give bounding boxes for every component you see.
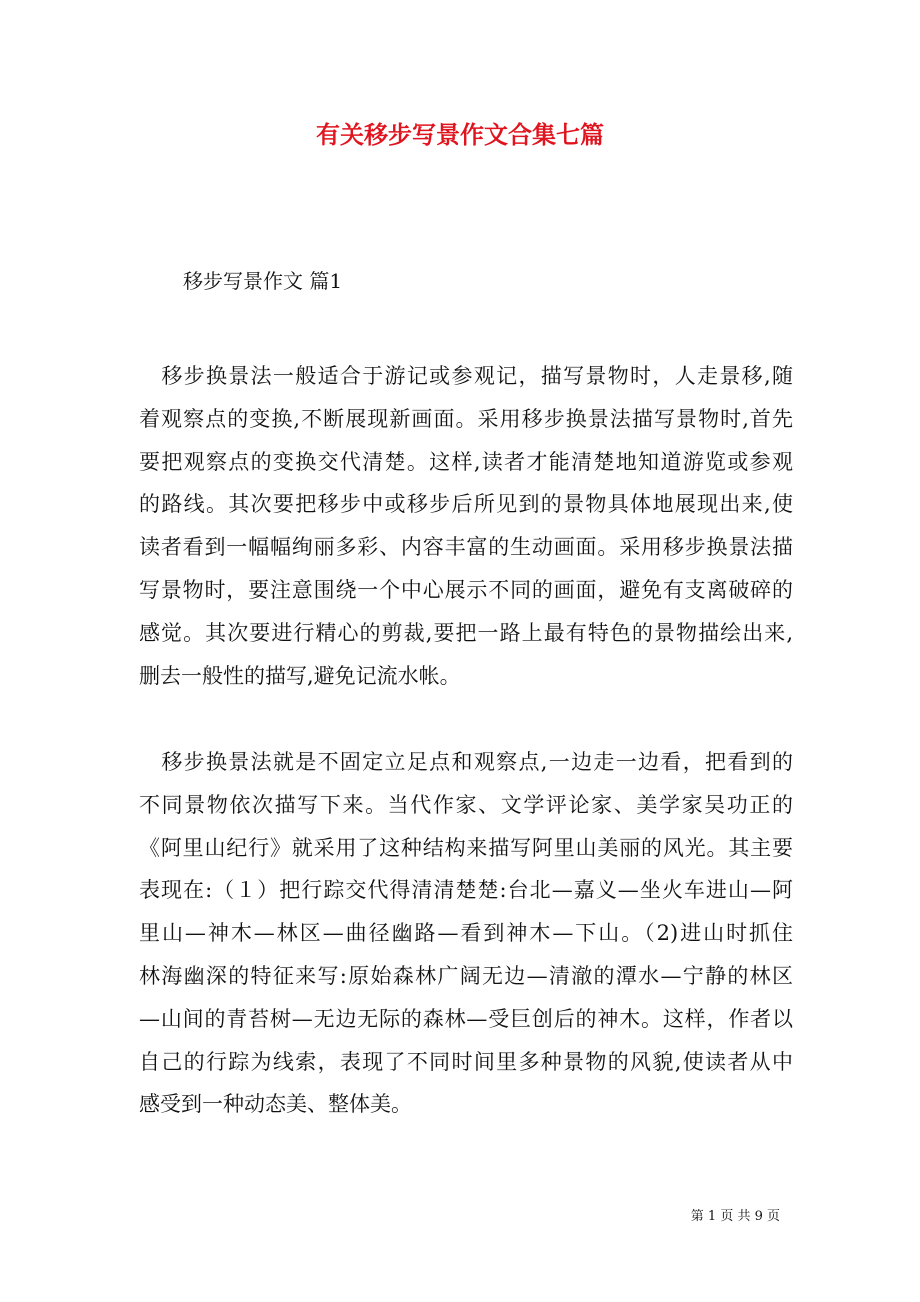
text-line: 表现在:（１）把行踪交代得清清楚楚:台北—嘉义—坐火车进山—阿 [139, 878, 793, 903]
text-line: 感受到一种动态美、整体美。 [139, 1092, 412, 1117]
text-line: 自己的行踪为线索，表现了不同时间里多种景物的风貌,使读者从中 [139, 1049, 793, 1074]
paragraph-1 [139, 355, 793, 697]
page-number: 第 1 页 共 9 页 [690, 1209, 780, 1224]
text-line: 里山—神木—林区—曲径幽路—看到神木—下山。（2)进山时抓住 [139, 921, 793, 946]
text-line: —山间的青苔树—无边无际的森林—受巨创后的神木。这样，作者以 [139, 1006, 793, 1031]
text-line: 移步换景法一般适合于游记或参观记，描写景物时，人走景移,随 [139, 364, 793, 388]
text-line: 写景物时，要注意围绕一个中心展示不同的画面，避免有支离破碎的 [139, 577, 793, 602]
text-line: 的路线。其次要把移步中或移步后所见到的景物具体地展现出来,使 [139, 492, 793, 517]
text-line: 不同景物依次描写下来。当代作家、文学评论家、美学家吴功正的 [139, 792, 793, 817]
text-line: 移步换景法就是不固定立足点和观察点,一边走一边看，把看到的 [139, 750, 793, 774]
section-heading: 移步写景作文 篇1 [183, 269, 343, 293]
text-line: 感觉。其次要进行精心的剪裁,要把一路上最有特色的景物描绘出来, [139, 620, 793, 645]
text-line: 读者看到一幅幅绚丽多彩、内容丰富的生动画面。采用移步换景法描 [139, 535, 793, 560]
text-line: 林海幽深的特征来写:原始森林广阔无边—清澈的潭水—宁静的林区 [139, 963, 793, 988]
text-line: 要把观察点的变换交代清楚。这样,读者才能清楚地知道游览或参观 [139, 449, 793, 474]
document-title: 有关移步写景作文合集七篇 [316, 120, 604, 149]
paragraph-2 [139, 741, 793, 1126]
text-line: 删去一般性的描写,避免记流水帐。 [139, 663, 461, 688]
text-line: 《阿里山纪行》就采用了这种结构来描写阿里山美丽的风光。其主要 [139, 835, 793, 860]
text-line: 着观察点的变换,不断展现新画面。采用移步换景法描写景物时,首先 [139, 406, 793, 431]
